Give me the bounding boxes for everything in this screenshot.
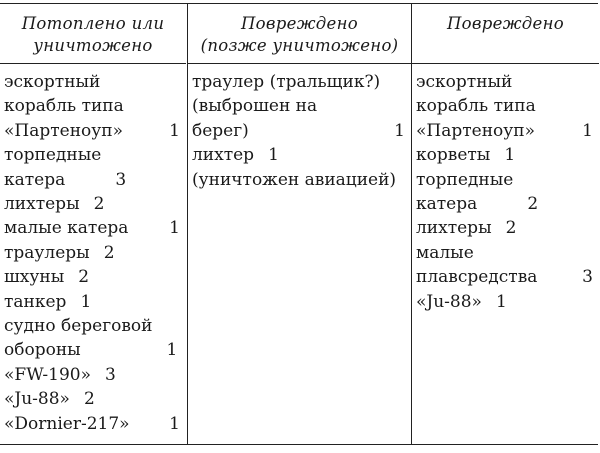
entry-quantity: 3	[115, 169, 127, 190]
column-damaged-later-destroyed	[187, 4, 411, 444]
table-entry	[416, 143, 593, 167]
column-header	[188, 4, 411, 64]
table-entry	[416, 241, 593, 290]
entry-name: эскортный корабль типа «Партеноуп»	[416, 72, 536, 141]
column-body	[416, 70, 593, 314]
entry-quantity: 2	[103, 242, 115, 263]
column-header-line: Повреждено	[240, 14, 359, 33]
column-header	[0, 4, 186, 64]
table-entry	[4, 412, 180, 436]
entry-name: «FW-190»	[4, 364, 92, 385]
entry-name: траулеры	[4, 242, 90, 263]
entry-name: (уничтожен авиацией)	[192, 169, 397, 190]
table-entry	[416, 168, 593, 217]
entry-quantity: 2	[93, 194, 105, 215]
column-header	[412, 4, 599, 64]
column-header-line: Потоплено или	[21, 14, 165, 33]
table-entry	[192, 143, 405, 167]
entry-name: танкер	[4, 291, 67, 312]
entry-quantity: 1	[166, 340, 178, 361]
entry-name: лихтеры	[416, 218, 492, 239]
entry-quantity: 1	[169, 413, 180, 434]
table-entry	[4, 265, 180, 289]
losses-table	[0, 3, 598, 445]
table-entry	[192, 70, 405, 143]
column-damaged	[411, 4, 599, 444]
entry-name: эскортный корабль типа «Партеноуп»	[4, 72, 124, 141]
entry-name: торпедные катера	[4, 145, 102, 190]
entry-name: судно береговой обороны	[4, 316, 153, 361]
column-header-line: Повреждено	[446, 14, 565, 33]
entry-quantity: 2	[527, 194, 539, 215]
entry-name: корветы	[416, 145, 491, 166]
entry-quantity: 1	[169, 218, 180, 239]
column-header-line: уничтожено	[33, 36, 153, 55]
entry-quantity: 2	[78, 267, 90, 288]
entry-name: торпедные катера	[416, 169, 514, 215]
table-entry	[4, 290, 180, 314]
entry-name: малые катера	[4, 218, 129, 239]
column-body	[192, 70, 405, 192]
table-entry	[192, 168, 405, 192]
table-entry	[416, 216, 593, 240]
entry-quantity: 2	[505, 218, 517, 239]
table-entry	[4, 314, 180, 363]
table-entry	[4, 363, 180, 387]
table-entry	[4, 143, 180, 192]
entry-quantity: 1	[80, 291, 92, 312]
entry-quantity: 2	[83, 389, 95, 410]
column-header-line: (позже уничтожено)	[200, 36, 399, 55]
table-entry	[4, 70, 180, 143]
column-body	[4, 70, 180, 436]
table-entry	[4, 192, 180, 216]
entry-name: лихтеры	[4, 194, 80, 215]
entry-quantity: 1	[169, 120, 180, 141]
entry-name: малые плавсредства	[416, 242, 538, 288]
table-entry	[4, 387, 180, 411]
entry-name: «Dornier-217»	[4, 413, 130, 434]
table-entry	[416, 290, 593, 314]
column-sunk-or-destroyed	[0, 4, 186, 444]
entry-quantity: 1	[582, 120, 593, 141]
entry-name: «Ju-88»	[4, 389, 70, 410]
entry-quantity: 1	[495, 291, 507, 312]
entry-name: лихтер	[192, 145, 255, 166]
table-entry	[416, 70, 593, 143]
entry-quantity: 3	[105, 364, 116, 385]
entry-name: «Ju-88»	[416, 291, 482, 312]
table-entry	[4, 216, 180, 240]
table-entry	[4, 241, 180, 265]
entry-quantity: 1	[268, 145, 279, 166]
entry-quantity: 1	[394, 120, 405, 141]
entry-quantity: 1	[504, 145, 516, 166]
entry-name: шхуны	[4, 267, 65, 288]
entry-quantity: 3	[582, 267, 593, 288]
entry-name: траулер (тральщик?) (выброшен на берег)	[192, 72, 381, 141]
